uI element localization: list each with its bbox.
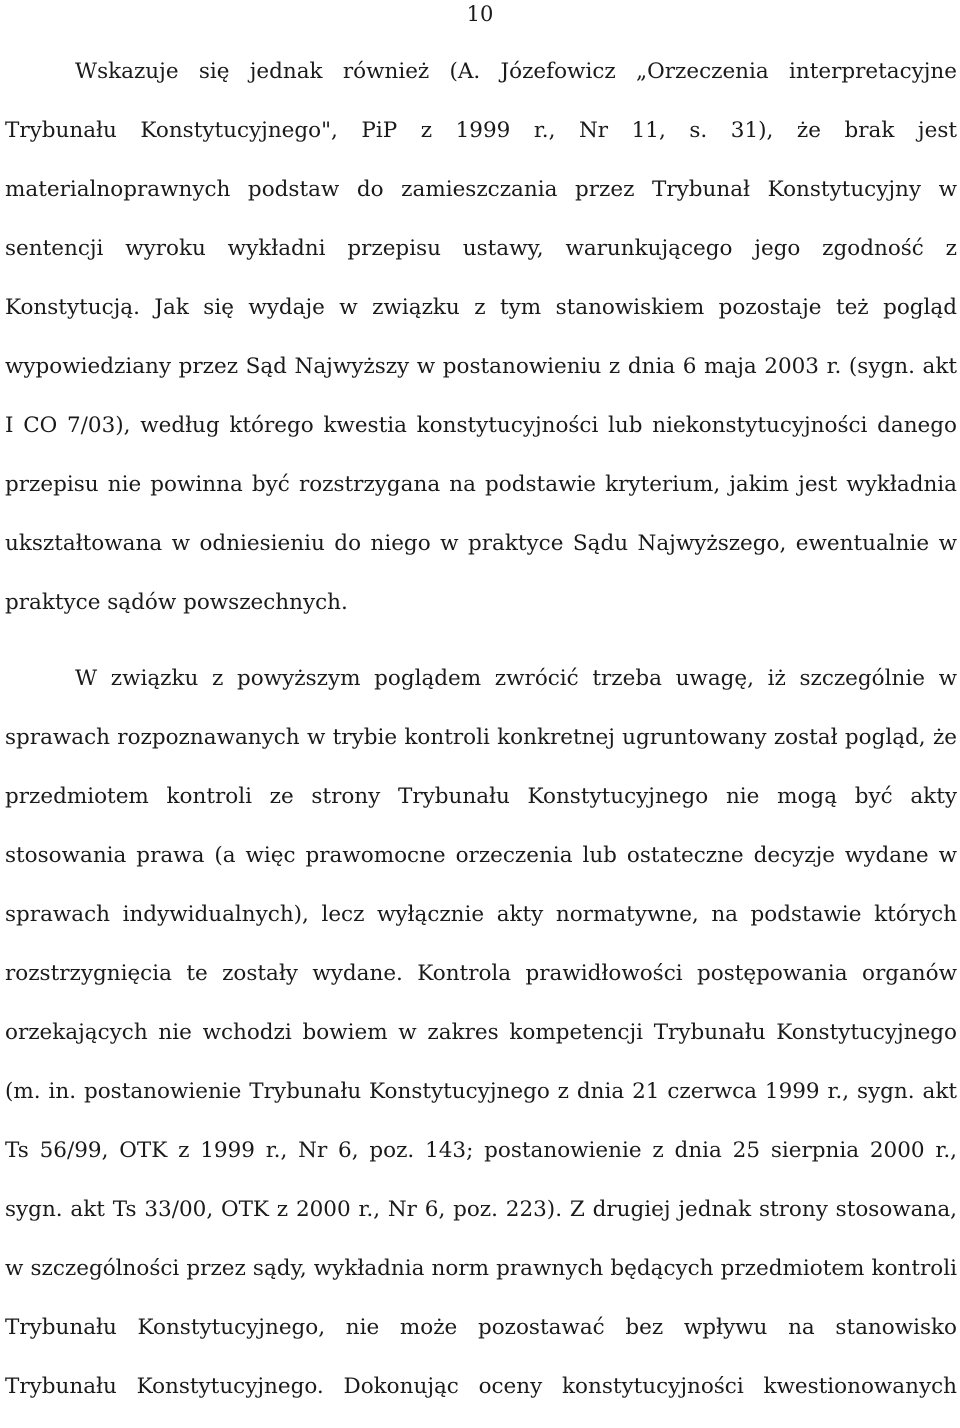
text-line: Trybunału Konstytucyjnego, nie może pozostawać bez wpływu na stanowisko [5, 1315, 957, 1340]
text-line: stosowania prawa (a więc prawomocne orzeczenia lub ostateczne decyzje wydane w [5, 843, 957, 868]
text-line: Trybunału Konstytucyjnego", PiP z 1999 r., Nr 11, s. 31), że brak jest [5, 118, 957, 143]
text-line: Trybunału Konstytucyjnego. Dokonując oceny konstytucyjności kwestionowanych [5, 1374, 957, 1399]
text-line: przedmiotem kontroli ze strony Trybunału Konstytucyjnego nie mogą być akty [5, 784, 957, 809]
paragraph-2 [5, 661, 957, 1428]
text-line: sentencji wyroku wykładni przepisu ustawy, warunkującego jego zgodność z [5, 236, 957, 261]
text-line: rozstrzygnięcia te zostały wydane. Kontrola prawidłowości postępowania organów [5, 961, 957, 986]
text-line: w szczególności przez sądy, wykładnia norm prawnych będących przedmiotem kontroli [5, 1256, 957, 1281]
text-line: W związku z powyższym poglądem zwrócić trzeba uwagę, iż szczególnie w [75, 666, 957, 691]
text-line: Konstytucją. Jak się wydaje w związku z tym stanowiskiem pozostaje też pogląd [5, 295, 957, 320]
text-line: sprawach rozpoznawanych w trybie kontroli konkretnej ugruntowany został pogląd, że [5, 725, 957, 750]
text-line: orzekających nie wchodzi bowiem w zakres kompetencji Trybunału Konstytucyjnego [5, 1020, 957, 1045]
text-line: sygn. akt Ts 33/00, OTK z 2000 r., Nr 6, poz. 223). Z drugiej jednak strony stosowana, [5, 1197, 957, 1222]
text-line: I CO 7/03), według którego kwestia konstytucyjności lub niekonstytucyjności danego [5, 413, 957, 438]
text-line: sprawach indywidualnych), lecz wyłącznie akty normatywne, na podstawie których [5, 902, 957, 927]
text-line: Wskazuje się jednak również (A. Józefowicz „Orzeczenia interpretacyjne [75, 59, 957, 84]
text-line: wypowiedziany przez Sąd Najwyższy w postanowieniu z dnia 6 maja 2003 r. (sygn. akt [5, 354, 957, 379]
text-line: Ts 56/99, OTK z 1999 r., Nr 6, poz. 143; postanowienie z dnia 25 sierpnia 2000 r., [5, 1138, 957, 1163]
paragraph-1 [5, 54, 957, 644]
text-line: praktyce sądów powszechnych. [5, 590, 348, 615]
text-line: (m. in. postanowienie Trybunału Konstytucyjnego z dnia 21 czerwca 1999 r., sygn. akt [5, 1079, 957, 1104]
document-body [5, 54, 957, 1428]
text-line: przepisu nie powinna być rozstrzygana na podstawie kryterium, jakim jest wykładnia [5, 472, 957, 497]
page-number: 10 [466, 2, 494, 26]
paragraph-spacer [5, 644, 957, 661]
text-line: materialnoprawnych podstaw do zamieszczania przez Trybunał Konstytucyjny w [5, 177, 957, 202]
text-line: ukształtowana w odniesieniu do niego w praktyce Sądu Najwyższego, ewentualnie w [5, 531, 957, 556]
